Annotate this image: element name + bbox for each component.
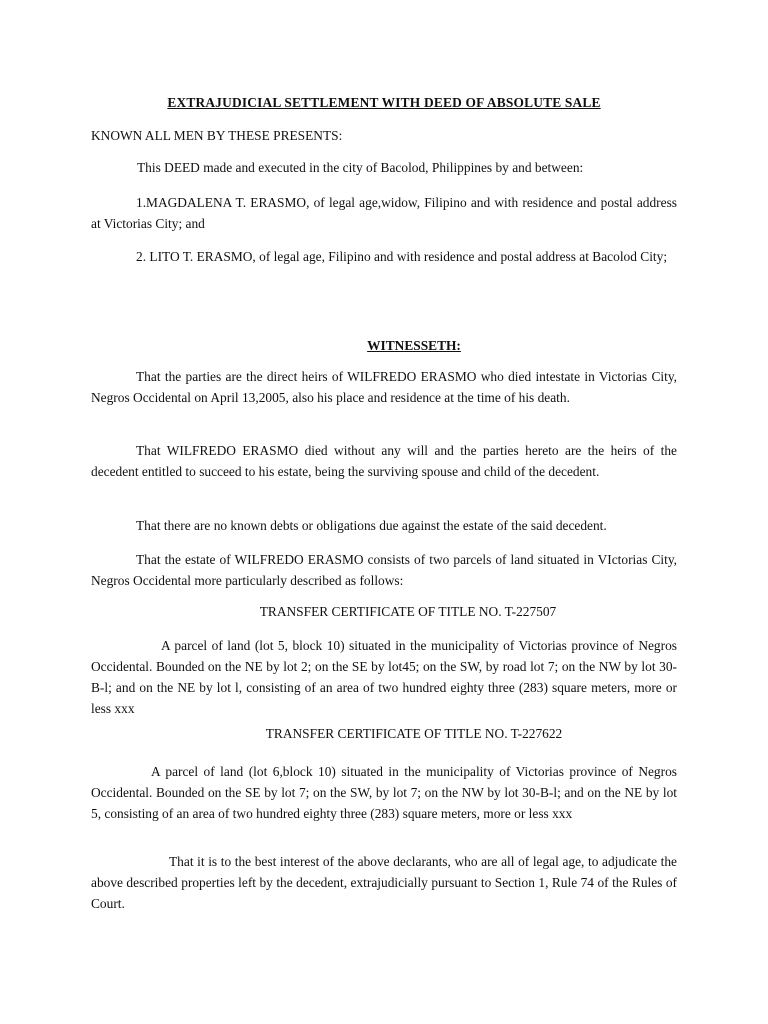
tct-heading-1: TRANSFER CERTIFICATE OF TITLE NO. T-227507	[259, 604, 557, 619]
party-1: 1.MAGDALENA T. ERASMO, of legal age,widow, Filipino and with residence and postal address at Victorias City; and	[91, 195, 677, 231]
parcel-1-description: A parcel of land (lot 5, block 10) situated in the municipality of Victorias province of Negros Occidental. Bounded on the NE by lot 2; on the SE by lot45; on the SW, by road lot 7; on the NW by lot 30-B-l; and on the NE by lot l, consisting of an area of two hundred eighty three (283) square meters, more or less xxx	[91, 638, 677, 716]
party-2: 2. LITO T. ERASMO, of legal age, Filipino and with residence and postal address at Bacolod City;	[136, 249, 668, 264]
deed-intro: This DEED made and executed in the city of Bacolod, Philippines by and between:	[137, 160, 584, 175]
paragraph-no-debts: That there are no known debts or obligations due against the estate of the said decedent.	[136, 518, 607, 533]
witnesseth-heading: WITNESSETH:	[367, 338, 461, 353]
parcel-2-description: A parcel of land (lot 6,block 10) situated in the municipality of Victorias province of Negros Occidental. Bounded on the SE by lot 7; on the SW, by lot 7; on the NW by lot 30-B-l; and on the NE by lot 5, consisting of an area of two hundred eighty three (283) square meters, more or less xxx	[91, 764, 677, 821]
document-title: EXTRAJUDICIAL SETTLEMENT WITH DEED OF ABSOLUTE SALE	[167, 95, 601, 110]
tct-heading-2: TRANSFER CERTIFICATE OF TITLE NO. T-227622	[265, 726, 563, 741]
known-all-men: KNOWN ALL MEN BY THESE PRESENTS:	[91, 128, 343, 143]
paragraph-heirs: That the parties are the direct heirs of WILFREDO ERASMO who died intestate in Victorias City, Negros Occidental on April 13,2005, also his place and residence at the time of his death.	[91, 369, 677, 405]
paragraph-no-will: That WILFREDO ERASMO died without any will and the parties hereto are the heirs of the decedent entitled to succeed to his estate, being the surviving spouse and child of the decedent.	[91, 443, 677, 479]
paragraph-best-interest: That it is to the best interest of the above declarants, who are all of legal age, to adjudicate the above described properties left by the decedent, extrajudicially pursuant to Section 1, Rule 74 of the Rules of Court.	[91, 854, 677, 911]
paragraph-estate: That the estate of WILFREDO ERASMO consists of two parcels of land situated in VIctorias City, Negros Occidental more particularly described as follows:	[91, 552, 677, 588]
